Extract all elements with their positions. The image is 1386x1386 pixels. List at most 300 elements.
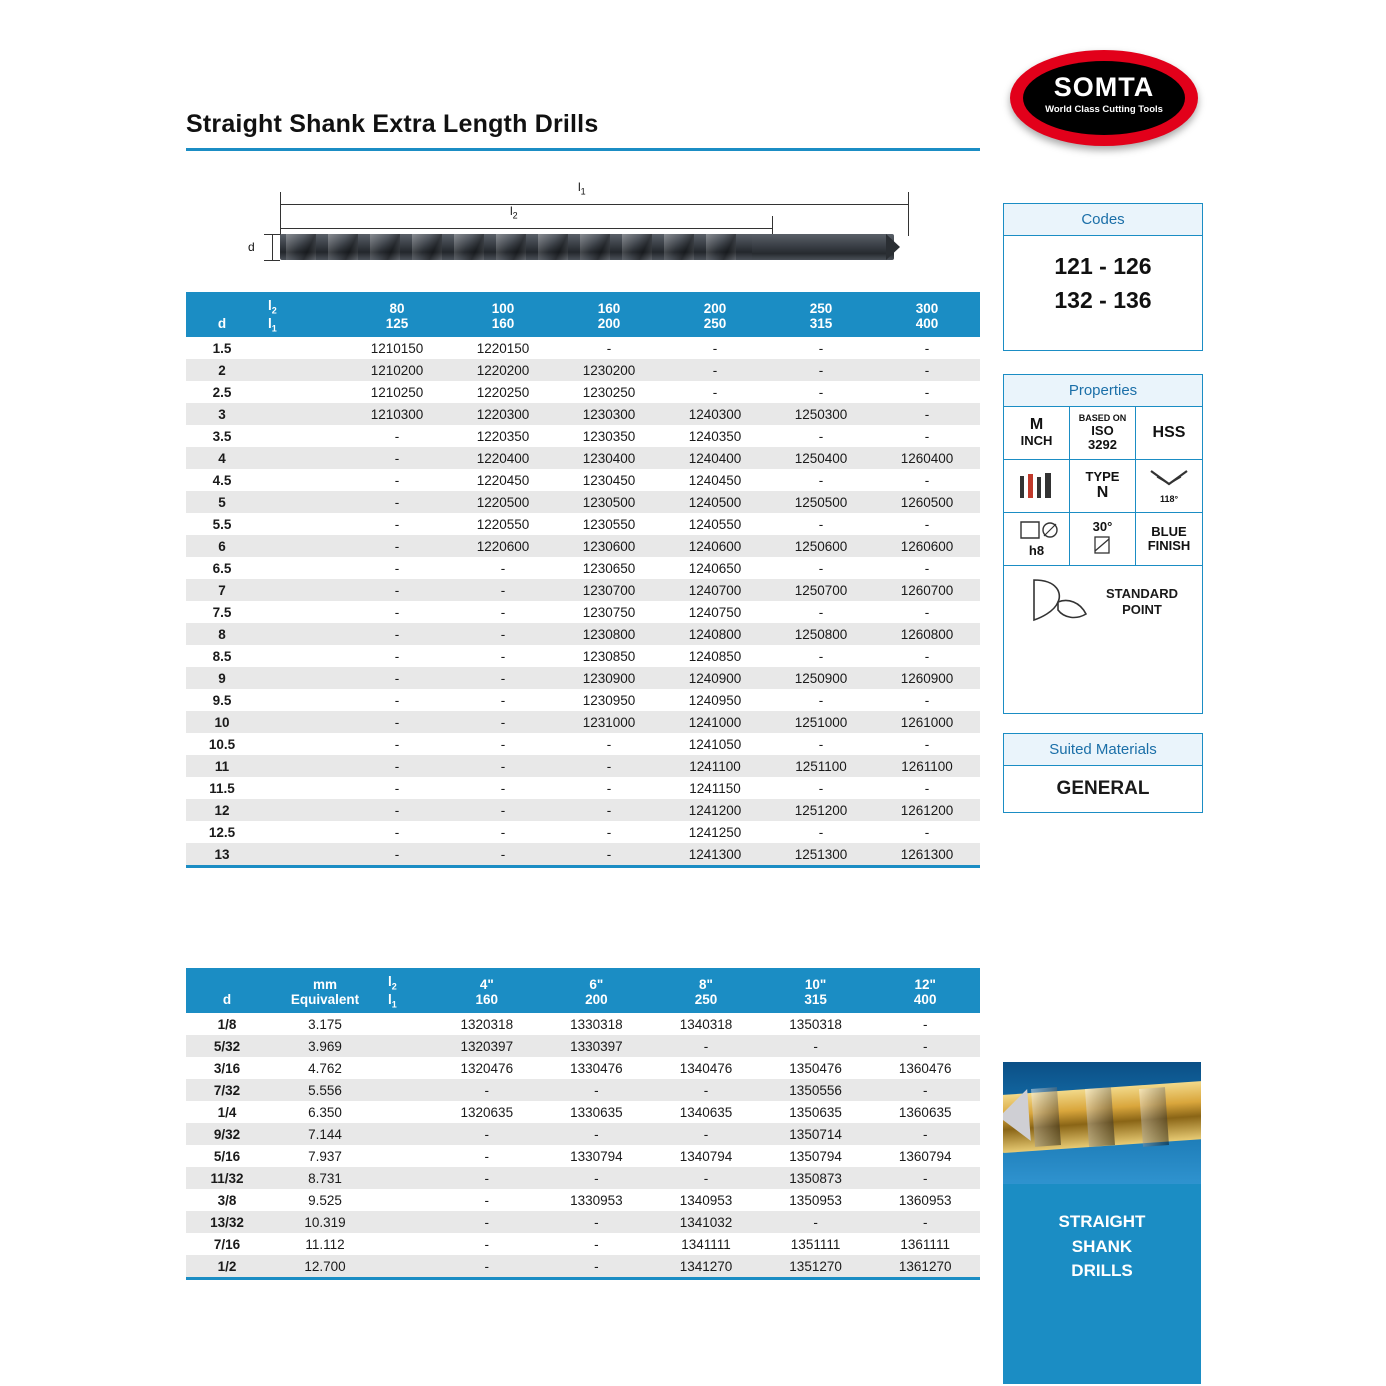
cell-spacer xyxy=(258,381,344,403)
cell-code: 1260600 xyxy=(874,535,980,557)
cell-code: 1220600 xyxy=(450,535,556,557)
metric-table-head xyxy=(186,295,980,337)
cell-code: - xyxy=(768,777,874,799)
cell-code: 1330397 xyxy=(542,1035,652,1057)
codes-panel-heading: Codes xyxy=(1004,204,1202,236)
cell-code: 1240600 xyxy=(662,535,768,557)
table-row xyxy=(186,733,980,755)
cell-code: 1250600 xyxy=(768,535,874,557)
cell-code: 1251000 xyxy=(768,711,874,733)
cell-fraction-size: 9/32 xyxy=(186,1123,268,1145)
cell-code: 1220350 xyxy=(450,425,556,447)
cell-diameter: 1.5 xyxy=(186,337,258,359)
cell-spacer xyxy=(258,557,344,579)
imperial-table-head xyxy=(186,971,980,1013)
cell-spacer xyxy=(258,535,344,557)
cell-spacer xyxy=(382,1101,432,1123)
table-row xyxy=(186,1145,980,1167)
cell-spacer xyxy=(382,1057,432,1079)
table-row xyxy=(186,535,980,557)
cell-code: - xyxy=(432,1233,542,1255)
drill-shank xyxy=(752,234,894,260)
table-row xyxy=(186,1101,980,1123)
cell-fraction-size: 3/8 xyxy=(186,1189,268,1211)
cell-spacer xyxy=(258,755,344,777)
dim-l1-tick-left xyxy=(280,192,281,236)
cell-code: - xyxy=(344,447,450,469)
cell-code: - xyxy=(344,469,450,491)
table-row xyxy=(186,513,980,535)
cell-diameter: 7.5 xyxy=(186,601,258,623)
cell-code: 1340953 xyxy=(651,1189,761,1211)
cell-code: - xyxy=(870,1211,980,1233)
cell-code: 1350476 xyxy=(761,1057,871,1079)
prop-inch-label: INCH xyxy=(1020,433,1053,449)
prop-helix-angle xyxy=(1070,513,1136,566)
cell-diameter: 8 xyxy=(186,623,258,645)
dim-l2-line xyxy=(280,228,772,229)
cell-spacer xyxy=(382,1145,432,1167)
product-label-line1: STRAIGHT xyxy=(1058,1212,1146,1231)
table-row xyxy=(186,645,980,667)
logo-brand-name: SOMTA xyxy=(1053,72,1155,102)
cell-code: - xyxy=(450,557,556,579)
standard-point-line2: POINT xyxy=(1122,602,1162,617)
cell-fraction-size: 5/16 xyxy=(186,1145,268,1167)
shank-tolerance-value: h8 xyxy=(1028,543,1045,559)
cell-code: 1260800 xyxy=(874,623,980,645)
drill-flute xyxy=(370,234,400,260)
cell-diameter: 2.5 xyxy=(186,381,258,403)
metric-header-col-5: 250 315 xyxy=(768,295,874,337)
cell-diameter: 4.5 xyxy=(186,469,258,491)
cell-code: - xyxy=(542,1079,652,1101)
cell-code: 1320397 xyxy=(432,1035,542,1057)
cell-code: - xyxy=(432,1145,542,1167)
cell-code: - xyxy=(450,821,556,843)
cell-spacer xyxy=(258,403,344,425)
cell-fraction-size: 13/32 xyxy=(186,1211,268,1233)
imperial-header-mm-equivalent: mm Equivalent xyxy=(268,971,382,1013)
drill-flute xyxy=(580,234,610,260)
cell-spacer xyxy=(258,337,344,359)
cell-code: 1230250 xyxy=(556,381,662,403)
cell-code: - xyxy=(768,337,874,359)
cell-code: 1240400 xyxy=(662,447,768,469)
cell-code: 1350873 xyxy=(761,1167,871,1189)
cell-code: 1250800 xyxy=(768,623,874,645)
cell-code: - xyxy=(874,645,980,667)
prop-type-value: N xyxy=(1096,483,1109,501)
cell-code: - xyxy=(450,755,556,777)
product-label-line2: SHANK xyxy=(1071,1236,1133,1256)
cell-code: - xyxy=(344,711,450,733)
point-angle-value: 118° xyxy=(1159,494,1179,505)
drill-flute xyxy=(412,234,442,260)
cell-code: 1240500 xyxy=(662,491,768,513)
cell-code: 1250500 xyxy=(768,491,874,513)
cell-code: 1220550 xyxy=(450,513,556,535)
cell-code: 1230400 xyxy=(556,447,662,469)
dim-d-label: d xyxy=(248,240,255,254)
cell-code: - xyxy=(768,689,874,711)
cell-spacer xyxy=(258,469,344,491)
cell-code: 1210250 xyxy=(344,381,450,403)
imperial-header-col-5: 12" 400 xyxy=(870,971,980,1013)
table-row xyxy=(186,1233,980,1255)
cell-mm-equivalent: 4.762 xyxy=(268,1057,382,1079)
drill-flute xyxy=(664,234,694,260)
prop-shank-tolerance xyxy=(1004,513,1070,566)
table-row xyxy=(186,557,980,579)
cell-mm-equivalent: 11.112 xyxy=(268,1233,382,1255)
table-row xyxy=(186,799,980,821)
cell-code: 1230850 xyxy=(556,645,662,667)
cell-code: - xyxy=(542,1233,652,1255)
cell-code: - xyxy=(874,403,980,425)
imperial-table-bottom-rule xyxy=(186,1277,980,1280)
cell-code: - xyxy=(450,645,556,667)
cell-mm-equivalent: 10.319 xyxy=(268,1211,382,1233)
metric-table-body xyxy=(186,337,980,865)
cell-code: - xyxy=(662,381,768,403)
cell-diameter: 3.5 xyxy=(186,425,258,447)
cell-code: 1210150 xyxy=(344,337,450,359)
cell-code: 1250700 xyxy=(768,579,874,601)
cell-code: 1220300 xyxy=(450,403,556,425)
cell-code: 1361270 xyxy=(870,1255,980,1277)
prop-material-hss xyxy=(1136,407,1202,460)
cell-code: 1320476 xyxy=(432,1057,542,1079)
prop-type-label: TYPE xyxy=(1085,469,1120,485)
cell-code: - xyxy=(874,381,980,403)
properties-panel xyxy=(1003,374,1203,714)
logo-tagline: World Class Cutting Tools xyxy=(1045,104,1163,115)
drill-flute xyxy=(622,234,652,260)
table-row xyxy=(186,1035,980,1057)
drill-flute xyxy=(328,234,358,260)
cell-code: 1330953 xyxy=(542,1189,652,1211)
cell-code: 1351270 xyxy=(761,1255,871,1277)
cell-code: 1220250 xyxy=(450,381,556,403)
cell-fraction-size: 11/32 xyxy=(186,1167,268,1189)
cell-code: - xyxy=(761,1035,871,1057)
cell-code: 1260700 xyxy=(874,579,980,601)
cell-code: 1350953 xyxy=(761,1189,871,1211)
cell-code: 1240450 xyxy=(662,469,768,491)
metric-header-col-2: 100 160 xyxy=(450,295,556,337)
cell-code: - xyxy=(542,1167,652,1189)
cell-code: - xyxy=(344,689,450,711)
cell-code: 1250400 xyxy=(768,447,874,469)
cell-code: - xyxy=(432,1211,542,1233)
dim-d-line xyxy=(272,234,273,260)
codes-panel-body xyxy=(1004,236,1202,335)
cell-diameter: 4 xyxy=(186,447,258,469)
cell-code: - xyxy=(874,777,980,799)
cell-code: - xyxy=(662,337,768,359)
cell-code: - xyxy=(450,843,556,865)
cell-spacer xyxy=(258,821,344,843)
cell-code: 1351111 xyxy=(761,1233,871,1255)
cell-code: 1240300 xyxy=(662,403,768,425)
cell-code: 1361111 xyxy=(870,1233,980,1255)
imperial-header-col-3: 8" 250 xyxy=(651,971,761,1013)
cell-code: - xyxy=(874,601,980,623)
cell-code: 1241150 xyxy=(662,777,768,799)
prop-basedon-label: BASED ON xyxy=(1078,412,1127,423)
cell-code: 1360794 xyxy=(870,1145,980,1167)
cell-code: 1320635 xyxy=(432,1101,542,1123)
table-row xyxy=(186,1079,980,1101)
table-row xyxy=(186,689,980,711)
cell-code: 1220200 xyxy=(450,359,556,381)
table-row xyxy=(186,667,980,689)
cell-code: - xyxy=(344,425,450,447)
cell-code: 1330794 xyxy=(542,1145,652,1167)
properties-panel-heading: Properties xyxy=(1004,375,1202,407)
cell-code: 1261100 xyxy=(874,755,980,777)
dim-l2-label: $l_2$ xyxy=(510,204,518,221)
code-range-1: 121 - 126 xyxy=(1054,253,1152,279)
table-row xyxy=(186,403,980,425)
finish-label-line2: FINISH xyxy=(1147,538,1191,553)
cell-code: 1350794 xyxy=(761,1145,871,1167)
cell-code: - xyxy=(870,1123,980,1145)
cell-code: 1340794 xyxy=(651,1145,761,1167)
cell-spacer xyxy=(258,359,344,381)
cell-diameter: 6 xyxy=(186,535,258,557)
cell-code: 1340635 xyxy=(651,1101,761,1123)
table-row xyxy=(186,1211,980,1233)
cell-code: - xyxy=(344,777,450,799)
cell-diameter: 2 xyxy=(186,359,258,381)
cell-code: - xyxy=(450,689,556,711)
drill-flute xyxy=(496,234,526,260)
cell-code: 1261000 xyxy=(874,711,980,733)
table-row xyxy=(186,711,980,733)
table-row xyxy=(186,601,980,623)
cell-code: 1330318 xyxy=(542,1013,652,1035)
cell-code: 1240800 xyxy=(662,623,768,645)
materials-panel-heading: Suited Materials xyxy=(1004,734,1202,766)
imperial-header-col-2: 6" 200 xyxy=(542,971,652,1013)
prop-iso-standard xyxy=(1070,407,1136,460)
cell-fraction-size: 7/16 xyxy=(186,1233,268,1255)
dim-d-tick-bottom xyxy=(264,260,280,261)
cell-code: 1340318 xyxy=(651,1013,761,1035)
standard-point-text xyxy=(1106,586,1178,617)
cell-spacer xyxy=(258,733,344,755)
cell-mm-equivalent: 5.556 xyxy=(268,1079,382,1101)
prop-m-label: M xyxy=(1029,416,1044,434)
cell-code: 1230700 xyxy=(556,579,662,601)
cell-code: 1360953 xyxy=(870,1189,980,1211)
cell-mm-equivalent: 7.144 xyxy=(268,1123,382,1145)
table-row xyxy=(186,381,980,403)
cell-diameter: 6.5 xyxy=(186,557,258,579)
drill-flute xyxy=(538,234,568,260)
metric-header-lengths: $l_2$ $l_1$ xyxy=(258,295,344,337)
cell-code: 1241100 xyxy=(662,755,768,777)
cell-code: - xyxy=(344,601,450,623)
suited-materials-panel xyxy=(1003,733,1203,813)
cell-code: - xyxy=(432,1167,542,1189)
cell-code: - xyxy=(768,359,874,381)
standard-point-line1: STANDARD xyxy=(1106,586,1178,602)
cell-code: 1230350 xyxy=(556,425,662,447)
cell-code: - xyxy=(450,733,556,755)
cell-code: 1251100 xyxy=(768,755,874,777)
cell-spacer xyxy=(258,425,344,447)
table-row xyxy=(186,821,980,843)
cell-spacer xyxy=(258,447,344,469)
cell-spacer xyxy=(258,843,344,865)
cell-code: 1350714 xyxy=(761,1123,871,1145)
cell-code: - xyxy=(450,711,556,733)
metric-header-d: d xyxy=(186,295,258,337)
drill-flute xyxy=(706,234,736,260)
cell-code: - xyxy=(870,1013,980,1035)
cell-code: - xyxy=(344,843,450,865)
prop-hss-label: HSS xyxy=(1152,423,1186,441)
finish-label-line1: BLUE xyxy=(1151,523,1187,539)
prop-iso-label: ISO xyxy=(1091,422,1114,438)
prop-blue-finish xyxy=(1136,513,1202,566)
cell-code: - xyxy=(344,491,450,513)
drill-flute xyxy=(286,234,316,260)
imperial-header-d: d xyxy=(186,971,268,1013)
cell-code: - xyxy=(344,733,450,755)
cell-code: 1350556 xyxy=(761,1079,871,1101)
cell-code: 1341270 xyxy=(651,1255,761,1277)
cell-code: - xyxy=(768,733,874,755)
metric-table-bottom-rule xyxy=(186,865,980,868)
drill-sizes-icon xyxy=(1014,470,1060,503)
cell-code: - xyxy=(450,579,556,601)
cell-code: 1240750 xyxy=(662,601,768,623)
cell-code: - xyxy=(870,1035,980,1057)
prop-metric-inch xyxy=(1004,407,1070,460)
cell-code: - xyxy=(870,1079,980,1101)
imperial-code-table xyxy=(186,971,980,1277)
cell-mm-equivalent: 12.700 xyxy=(268,1255,382,1277)
cell-spacer xyxy=(258,513,344,535)
cell-code: 1240550 xyxy=(662,513,768,535)
cell-spacer xyxy=(382,1189,432,1211)
cell-code: - xyxy=(450,601,556,623)
cell-code: 1360635 xyxy=(870,1101,980,1123)
standard-point-icon xyxy=(1028,572,1092,633)
cell-code: - xyxy=(432,1189,542,1211)
cell-spacer xyxy=(258,579,344,601)
table-row xyxy=(186,579,980,601)
cell-code: - xyxy=(874,513,980,535)
cell-fraction-size: 1/2 xyxy=(186,1255,268,1277)
prop-standard-point xyxy=(1004,566,1202,638)
cell-code: - xyxy=(651,1123,761,1145)
cell-code: - xyxy=(874,689,980,711)
product-drill-flute xyxy=(1085,1087,1115,1147)
table-row xyxy=(186,447,980,469)
prop-drill-sizes xyxy=(1004,460,1070,513)
cell-code: - xyxy=(556,777,662,799)
product-image xyxy=(1003,1062,1201,1184)
cell-code: 1220150 xyxy=(450,337,556,359)
cell-code: 1230650 xyxy=(556,557,662,579)
product-label-line3: DRILLS xyxy=(1071,1261,1133,1281)
cell-code: - xyxy=(556,799,662,821)
table-row xyxy=(186,425,980,447)
cell-diameter: 5.5 xyxy=(186,513,258,535)
cell-code: - xyxy=(556,755,662,777)
cell-code: - xyxy=(344,645,450,667)
cell-code: 1230450 xyxy=(556,469,662,491)
table-row xyxy=(186,1167,980,1189)
metric-header-col-3: 160 200 xyxy=(556,295,662,337)
cell-code: - xyxy=(344,799,450,821)
cell-code: 1341032 xyxy=(651,1211,761,1233)
cell-diameter: 12.5 xyxy=(186,821,258,843)
cell-code: - xyxy=(874,425,980,447)
cell-code: - xyxy=(768,601,874,623)
cell-code: - xyxy=(344,821,450,843)
cell-spacer xyxy=(382,1167,432,1189)
drill-tip xyxy=(886,234,900,260)
cell-code: 1230300 xyxy=(556,403,662,425)
metric-header-col-6: 300 400 xyxy=(874,295,980,337)
cell-code: - xyxy=(450,777,556,799)
cell-diameter: 10.5 xyxy=(186,733,258,755)
cell-code: 1320318 xyxy=(432,1013,542,1035)
cell-code: 1241300 xyxy=(662,843,768,865)
cell-diameter: 9 xyxy=(186,667,258,689)
cell-code: 1231000 xyxy=(556,711,662,733)
table-row xyxy=(186,469,980,491)
cell-code: 1360476 xyxy=(870,1057,980,1079)
properties-grid xyxy=(1004,407,1202,638)
cell-spacer xyxy=(258,711,344,733)
cell-spacer xyxy=(382,1255,432,1277)
cell-diameter: 9.5 xyxy=(186,689,258,711)
cell-code: - xyxy=(432,1079,542,1101)
codes-panel xyxy=(1003,203,1203,351)
helix-angle-icon xyxy=(1083,535,1123,558)
cell-code: - xyxy=(768,645,874,667)
cell-spacer xyxy=(258,689,344,711)
cell-code: 1230750 xyxy=(556,601,662,623)
table-row xyxy=(186,755,980,777)
imperial-header-lengths: $l_2$ $l_1$ xyxy=(382,971,432,1013)
cell-code: 1260400 xyxy=(874,447,980,469)
cell-code: 1241250 xyxy=(662,821,768,843)
cell-code: 1240700 xyxy=(662,579,768,601)
cell-code: - xyxy=(542,1123,652,1145)
cell-code: 1260500 xyxy=(874,491,980,513)
metric-header-col-4: 200 250 xyxy=(662,295,768,337)
cell-code: - xyxy=(450,799,556,821)
cell-diameter: 7 xyxy=(186,579,258,601)
table-row xyxy=(186,337,980,359)
cell-spacer xyxy=(258,799,344,821)
cell-code: - xyxy=(542,1211,652,1233)
table-row xyxy=(186,1189,980,1211)
cell-mm-equivalent: 6.350 xyxy=(268,1101,382,1123)
cell-code: - xyxy=(874,469,980,491)
cell-spacer xyxy=(382,1079,432,1101)
drill-diagram xyxy=(186,172,980,282)
table-row xyxy=(186,1057,980,1079)
